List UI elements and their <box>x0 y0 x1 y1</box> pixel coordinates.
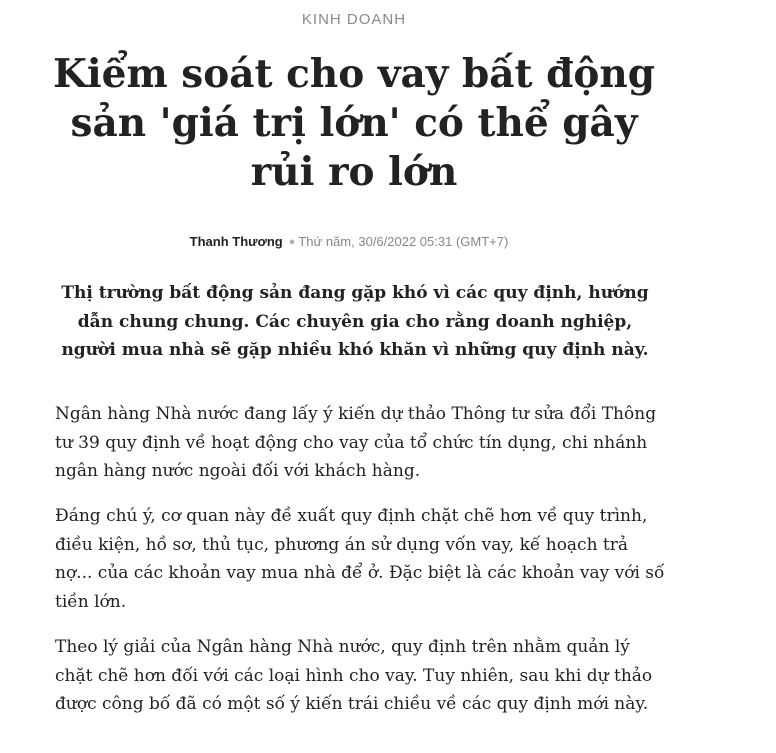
separator-dot-icon: ● <box>288 236 296 248</box>
article-meta <box>0 233 698 252</box>
article-lead: Thị trường bất động sản đang gặp khó vì các quy định, hướng dẫn chung chung. Các chuyên gia cho rằng doanh nghiệp, người mua nhà sẽ gặp nhiều khó khăn vì những quy định này. <box>61 283 649 360</box>
category-label[interactable]: KINH DOANH <box>301 11 407 28</box>
body-paragraph-2: Đáng chú ý, cơ quan này đề xuất quy định chặt chẽ hơn về quy trình, điều kiện, hồ sơ, thủ tục, phương án sử dụng vốn vay, kế hoạch trả nợ... của các khoản vay mua nhà để ở. Đặc biệt là các khoản vay với số tiền lớn. <box>55 506 665 612</box>
author-name[interactable]: Thanh Thương <box>189 234 283 249</box>
body-paragraph-3: Theo lý giải của Ngân hàng Nhà nước, quy định trên nhằm quản lý chặt chẽ hơn đối với các loại hình cho vay. Tuy nhiên, sau khi dự thảo được công bố đã có một số ý kiến trái chiều về các quy định mới này. <box>55 637 653 714</box>
body-paragraph-1: Ngân hàng Nhà nước đang lấy ý kiến dự thảo Thông tư sửa đổi Thông tư 39 quy định về hoạt động cho vay của tổ chức tín dụng, chi nhánh ngân hàng nước ngoài đối với khách hàng. <box>55 404 657 481</box>
article-title: Kiểm soát cho vay bất động sản 'giá trị lớn' có thể gây rủi ro lớn <box>52 51 656 195</box>
publish-date: Thứ năm, 30/6/2022 05:31 (GMT+7) <box>298 234 509 249</box>
